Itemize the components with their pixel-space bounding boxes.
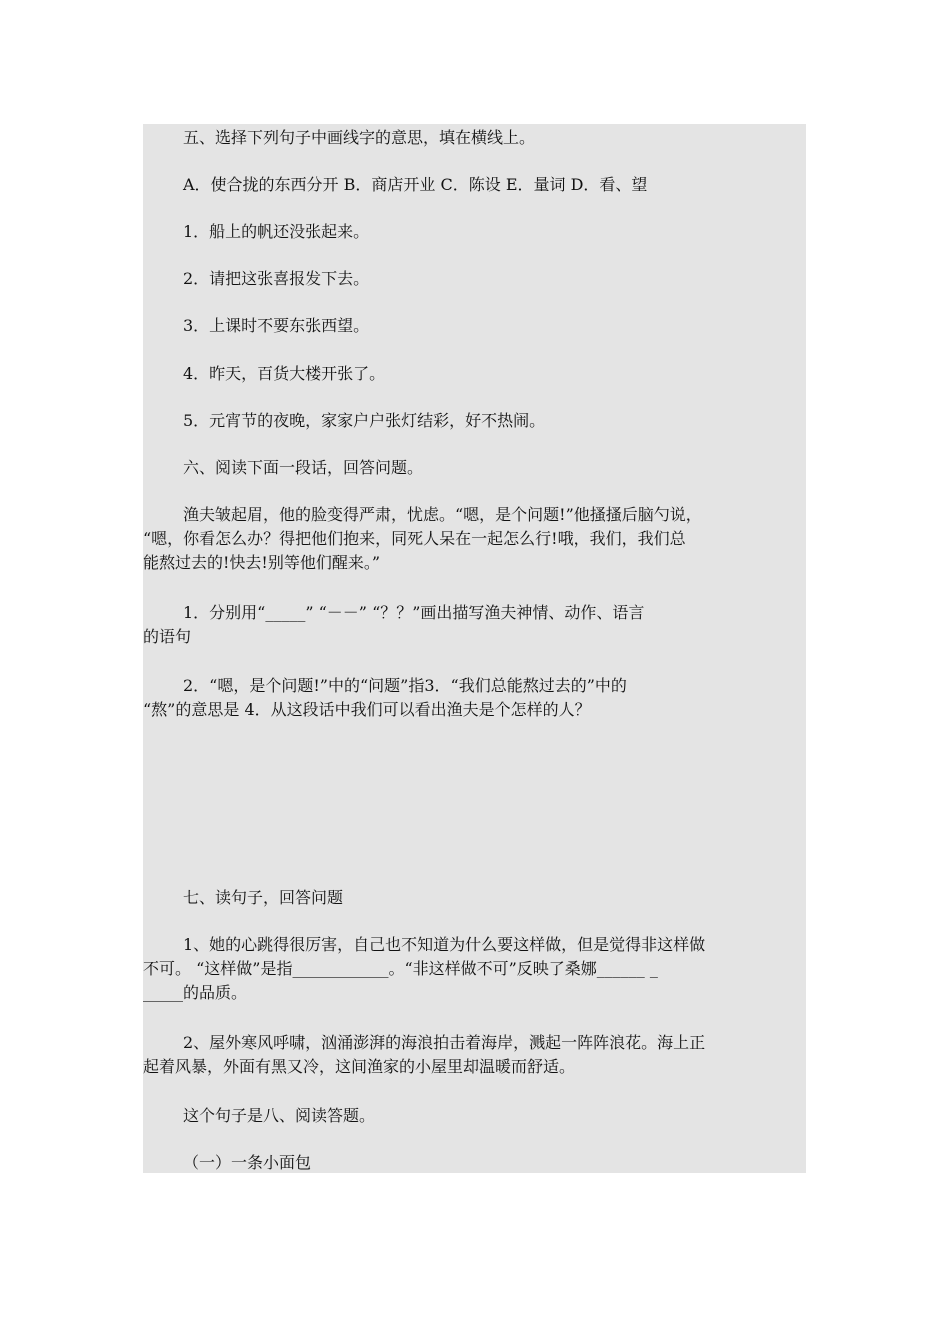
section-6-passage	[143, 503, 806, 575]
section-7-q2-line-2: 起着风暴，外面有黑又冷，这间渔家的小屋里却温暖而舒适。	[143, 1057, 576, 1076]
passage-line-2: “嗯，你看怎么办？得把他们抱来，同死人呆在一起怎么行!哦，我们，我们总	[143, 529, 686, 548]
question-2-line-2: “熬”的意思是 4．从这段话中我们可以看出渔夫是个怎样的人？	[143, 700, 591, 719]
section-8-subheading: （一）一条小面包	[183, 1153, 312, 1172]
section-7-q1-line-3: _____的品质。	[143, 983, 248, 1002]
section-7-note: 这个句子是八、阅读答题。	[183, 1106, 376, 1125]
question-2-line-1: 2．“嗯，是个问题!”中的“问题”指3．“我们总能熬过去的”中的	[183, 676, 627, 695]
section-5-item-4: 4．昨天，百货大楼开张了。	[183, 364, 386, 383]
section-6-question-1	[143, 601, 806, 649]
section-6-heading: 六、阅读下面一段话，回答问题。	[183, 458, 424, 477]
section-5-heading: 五、选择下列句子中画线字的意思，填在横线上。	[183, 128, 536, 147]
section-7-question-1	[143, 933, 806, 1005]
section-5-options: A．使合拢的东西分开 B．商店开业 C．陈设 E．量词 D．看、望	[183, 175, 648, 194]
section-7-heading: 七、读句子，回答问题	[183, 888, 344, 907]
section-5-item-2: 2．请把这张喜报发下去。	[183, 269, 370, 288]
section-7-q1-line-1: 1、她的心跳得很厉害，自己也不知道为什么要这样做，但是觉得非这样做	[183, 935, 706, 954]
passage-line-3: 能熬过去的!快去!别等他们醒来。”	[143, 553, 381, 572]
question-1-line-1: 1．分别用“_____” “－－” “？？”画出描写渔夫神情、动作、语言	[183, 603, 645, 622]
section-5-item-3: 3．上课时不要东张西望。	[183, 316, 370, 335]
passage-line-1: 渔夫皱起眉，他的脸变得严肃，忧虑。“嗯，是个问题!”他搔搔后脑勺说，	[183, 505, 702, 524]
section-7-q1-line-2: 不可。 “这样做”是指____________。“非这样做不可”反映了桑娜______ _	[143, 959, 658, 978]
section-7-question-2	[143, 1031, 806, 1079]
section-5-item-5: 5．元宵节的夜晚，家家户户张灯结彩，好不热闹。	[183, 411, 546, 430]
question-1-line-2: 的语句	[143, 627, 192, 646]
section-7-q2-line-1: 2、屋外寒风呼啸，汹涌澎湃的海浪拍击着海岸，溅起一阵阵浪花。海上正	[183, 1033, 706, 1052]
section-5-item-1: 1．船上的帆还没张起来。	[183, 222, 370, 241]
section-6-question-2	[143, 674, 806, 722]
